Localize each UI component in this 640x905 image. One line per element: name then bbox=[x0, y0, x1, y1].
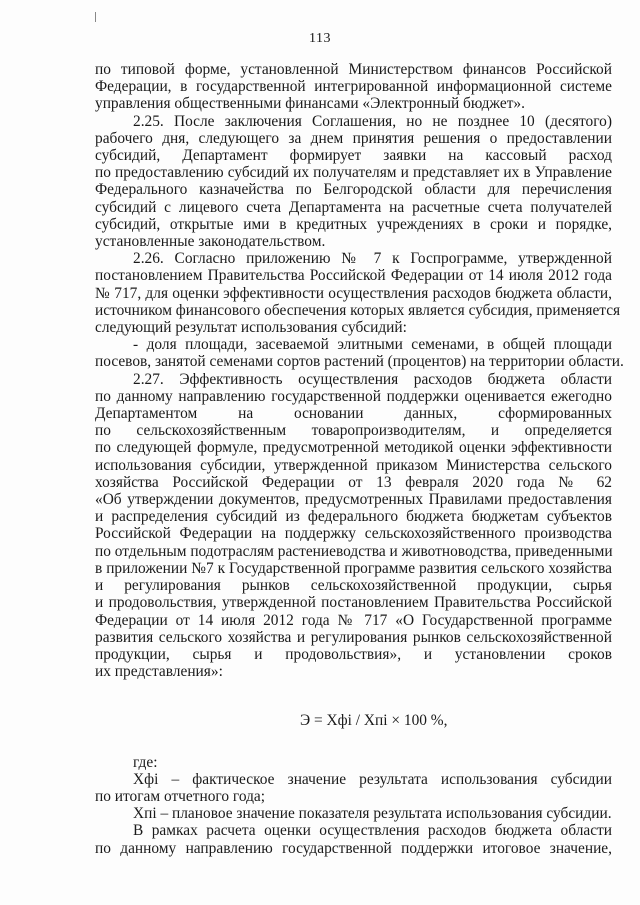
scan-mark bbox=[95, 12, 96, 22]
text-line: источником финансового обеспечения которых является субсидия, применяется bbox=[95, 301, 621, 319]
text-line: управления общественными финансами «Электронный бюджет». bbox=[95, 95, 525, 113]
text-line: по итогам отчетного года; bbox=[95, 787, 266, 805]
text-line: по отдельным подотраслям растениеводства и животноводства, приведенными bbox=[95, 542, 613, 560]
document-body bbox=[95, 61, 624, 857]
text-line: субсидий с лицевого счета Департамента на расчетные счета получателей bbox=[95, 198, 612, 216]
text-line: развития сельского хозяйства и регулирования рынков сельскохозяйственной bbox=[95, 628, 612, 646]
text-line: по предоставлению субсидий их получателям и представляет их в Управление bbox=[95, 164, 612, 182]
text-line: Федерации, в государственной интегрированной информационной системе bbox=[95, 78, 612, 96]
text-line: посевов, занятой семенами сортов растений (процентов) на территории области. bbox=[95, 353, 624, 371]
text-line: и распределения субсидий из федерального бюджета бюджетам субъектов bbox=[95, 508, 612, 526]
text-line: хозяйства Российской Федерации от 13 февраля 2020 года № 62 bbox=[95, 473, 612, 491]
text-line: их представления»: bbox=[95, 663, 223, 681]
text-line: В рамках расчета оценки осуществления расходов бюджета области bbox=[133, 822, 612, 840]
definition-actual bbox=[95, 771, 612, 805]
paragraph-final bbox=[95, 822, 612, 856]
text-line: постановлением Правительства Российской Федерации от 14 июля 2012 года bbox=[95, 267, 612, 285]
text-line: 2.26. Согласно приложению № 7 к Госпрограмме, утвержденной bbox=[133, 250, 612, 268]
paragraph-2-27 bbox=[95, 371, 612, 681]
text-line: субсидий, Департамент формирует заявки на кассовый расход bbox=[95, 147, 612, 165]
text-line: 2.25. После заключения Соглашения, но не позднее 10 (десятого) bbox=[133, 112, 612, 130]
text-line: Xфi – фактическое значение результата использования субсидии bbox=[133, 770, 612, 788]
paragraph-2-26 bbox=[95, 250, 621, 337]
text-line: продукции, сырья и продовольствия», и установлении сроков bbox=[95, 645, 612, 663]
text-line: Департаментом на основании данных, сформированных bbox=[95, 405, 612, 423]
text-line: 2.27. Эффективность осуществления расходов бюджета области bbox=[133, 370, 612, 388]
text-line: по данному направлению государственной поддержки итоговое значение, bbox=[95, 839, 612, 857]
text-line: по следующей формуле, предусмотренной методикой оценки эффективности bbox=[95, 439, 612, 457]
text-line: Российской Федерации на поддержку сельскохозяйственного производства bbox=[95, 525, 612, 543]
paragraph-2-25 bbox=[95, 113, 612, 251]
text-line: по данному направлению государственной поддержки оценивается ежегодно bbox=[95, 387, 612, 405]
text-line: в приложении №7 к Государственной программе развития сельского хозяйства bbox=[95, 559, 612, 577]
paragraph-2-24-end bbox=[95, 61, 612, 113]
definition-planned bbox=[95, 805, 612, 822]
where-label: где: bbox=[133, 753, 158, 771]
text-line: Xпi – плановое значение показателя результата использования субсидии. bbox=[133, 805, 612, 823]
text-line: «Об утверждении документов, предусмотренных Правилами предоставления bbox=[95, 491, 612, 509]
text-line: Федерального казначейства по Белгородской области для перечисления bbox=[95, 181, 612, 199]
text-line: по типовой форме, установленной Министерством финансов Российской bbox=[95, 61, 612, 78]
page-number: 113 bbox=[309, 31, 331, 46]
efficiency-formula: Э = Xфi / Xпi × 100 %, bbox=[300, 712, 448, 730]
paragraph-result-item bbox=[95, 336, 624, 371]
text-line: рабочего дня, следующего за днем принятия решения о предоставлении bbox=[95, 129, 612, 147]
text-line: № 717, для оценки эффективности осуществления расходов бюджета области, bbox=[95, 284, 612, 302]
text-line: субсидий, открытые ими в кредитных учреждениях в сроки и порядке, bbox=[95, 215, 612, 233]
text-line: и продовольствия, утвержденной постановлением Правительства Российской bbox=[95, 594, 612, 612]
text-line: и регулирования рынков сельскохозяйственной продукции, сырья bbox=[95, 577, 612, 595]
text-line: следующий результат использования субсидий: bbox=[95, 319, 407, 337]
text-line: использования субсидии, утвержденной приказом Министерства сельского bbox=[95, 456, 612, 474]
where-label-paragraph bbox=[95, 754, 612, 771]
text-line: установленные законодательством. bbox=[95, 233, 326, 251]
text-line: - доля площади, засеваемой элитными семенами, в общей площади bbox=[133, 336, 612, 354]
text-line: по сельскохозяйственным товаропроизводителям, и определяется bbox=[95, 422, 612, 440]
text-line: Федерации от 14 июля 2012 года № 717 «О Государственной программе bbox=[95, 611, 612, 629]
